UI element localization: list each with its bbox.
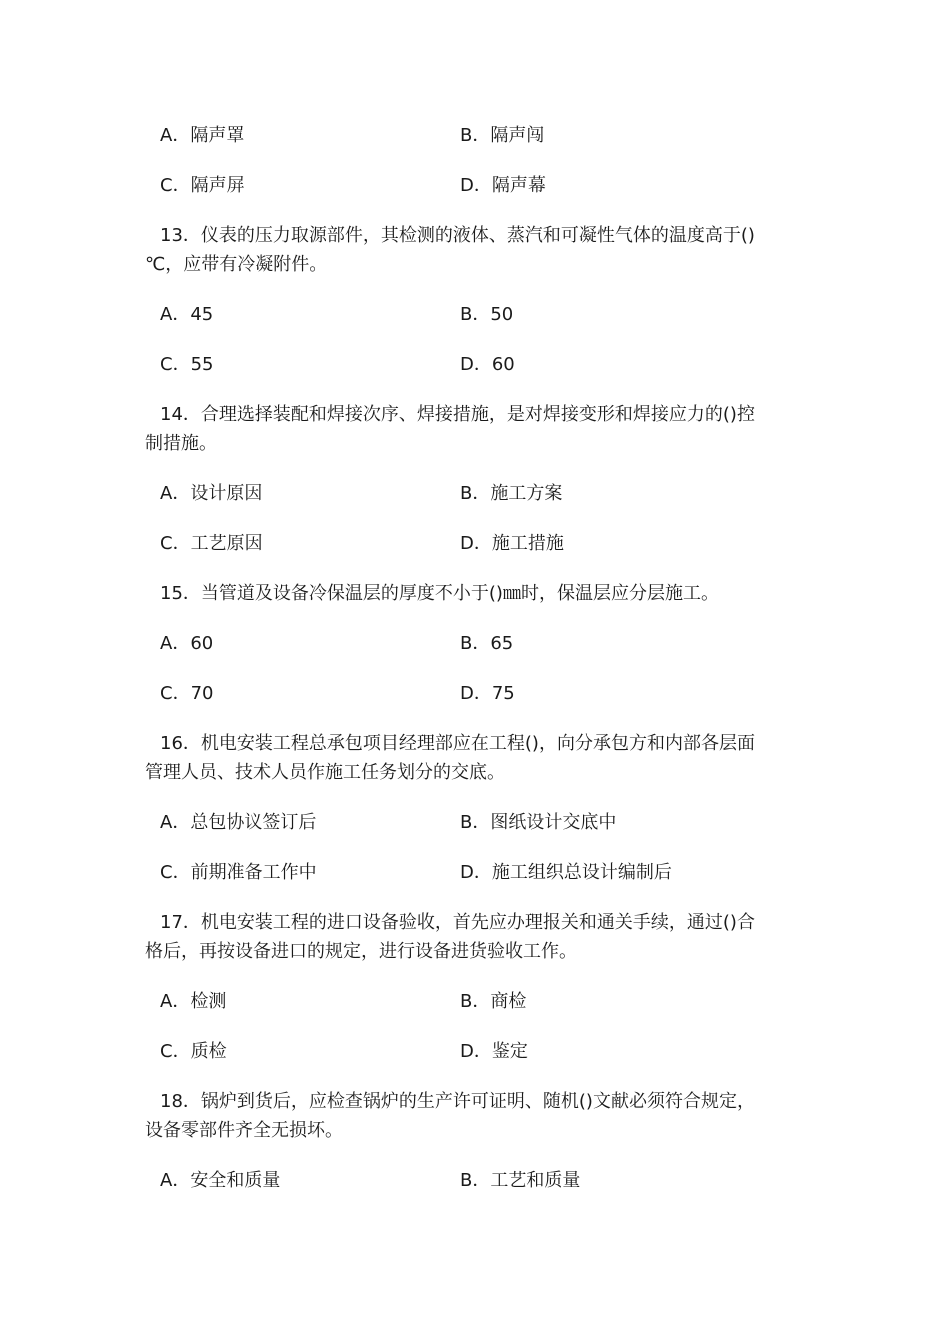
question-16-line-1: 16．机电安装工程总承包项目经理部应在工程()，向分承包方和内部各层面 (160, 733, 755, 754)
option-b: B．65 (460, 633, 514, 654)
question-18-line-1: 18．锅炉到货后，应检查锅炉的生产许可证明、随机()文献必须符合规定， (160, 1091, 755, 1112)
option-c: C．55 (160, 354, 214, 375)
question-13-line-1: 13．仪表的压力取源部件，其检测的液体、蒸汽和可凝性气体的温度高于() (160, 225, 755, 246)
option-a: A．45 (160, 304, 214, 325)
option-d: D．隔声幕 (460, 175, 546, 196)
option-b: B．图纸设计交底中 (460, 812, 617, 833)
option-c: C．70 (160, 683, 214, 704)
option-a: A．设计原因 (160, 483, 263, 504)
option-d: D．鉴定 (460, 1041, 528, 1062)
question-15-line-1: 15．当管道及设备冷保温层的厚度不小于()㎜时，保温层应分层施工。 (160, 583, 719, 604)
option-d: D．60 (460, 354, 515, 375)
option-a: A．安全和质量 (160, 1170, 281, 1191)
option-b: B．工艺和质量 (460, 1170, 581, 1191)
question-18-line-2: 设备零部件齐全无损坏。 (145, 1120, 343, 1141)
question-14-line-2: 制措施。 (145, 433, 217, 454)
option-c: C．隔声屏 (160, 175, 245, 196)
option-a: A．60 (160, 633, 214, 654)
option-b: B．商检 (460, 991, 527, 1012)
option-b: B．50 (460, 304, 514, 325)
option-d: D．75 (460, 683, 515, 704)
question-14-line-1: 14．合理选择装配和焊接次序、焊接措施，是对焊接变形和焊接应力的()控 (160, 404, 755, 425)
question-16-line-2: 管理人员、技术人员作施工任务划分的交底。 (145, 762, 505, 783)
option-d: D．施工组织总设计编制后 (460, 862, 672, 883)
question-17-line-1: 17．机电安装工程的进口设备验收，首先应办理报关和通关手续，通过()合 (160, 912, 755, 933)
option-c: C．工艺原因 (160, 533, 263, 554)
option-c: C．质检 (160, 1041, 227, 1062)
option-a: A．检测 (160, 991, 227, 1012)
option-a: A．隔声罩 (160, 125, 245, 146)
option-b: B．隔声闯 (460, 125, 545, 146)
question-13-line-2: ℃，应带有冷凝附件。 (145, 254, 328, 275)
option-b: B．施工方案 (460, 483, 563, 504)
option-c: C．前期准备工作中 (160, 862, 317, 883)
option-a: A．总包协议签订后 (160, 812, 317, 833)
option-d: D．施工措施 (460, 533, 564, 554)
question-17-line-2: 格后，再按设备进口的规定，进行设备进货验收工作。 (145, 941, 577, 962)
